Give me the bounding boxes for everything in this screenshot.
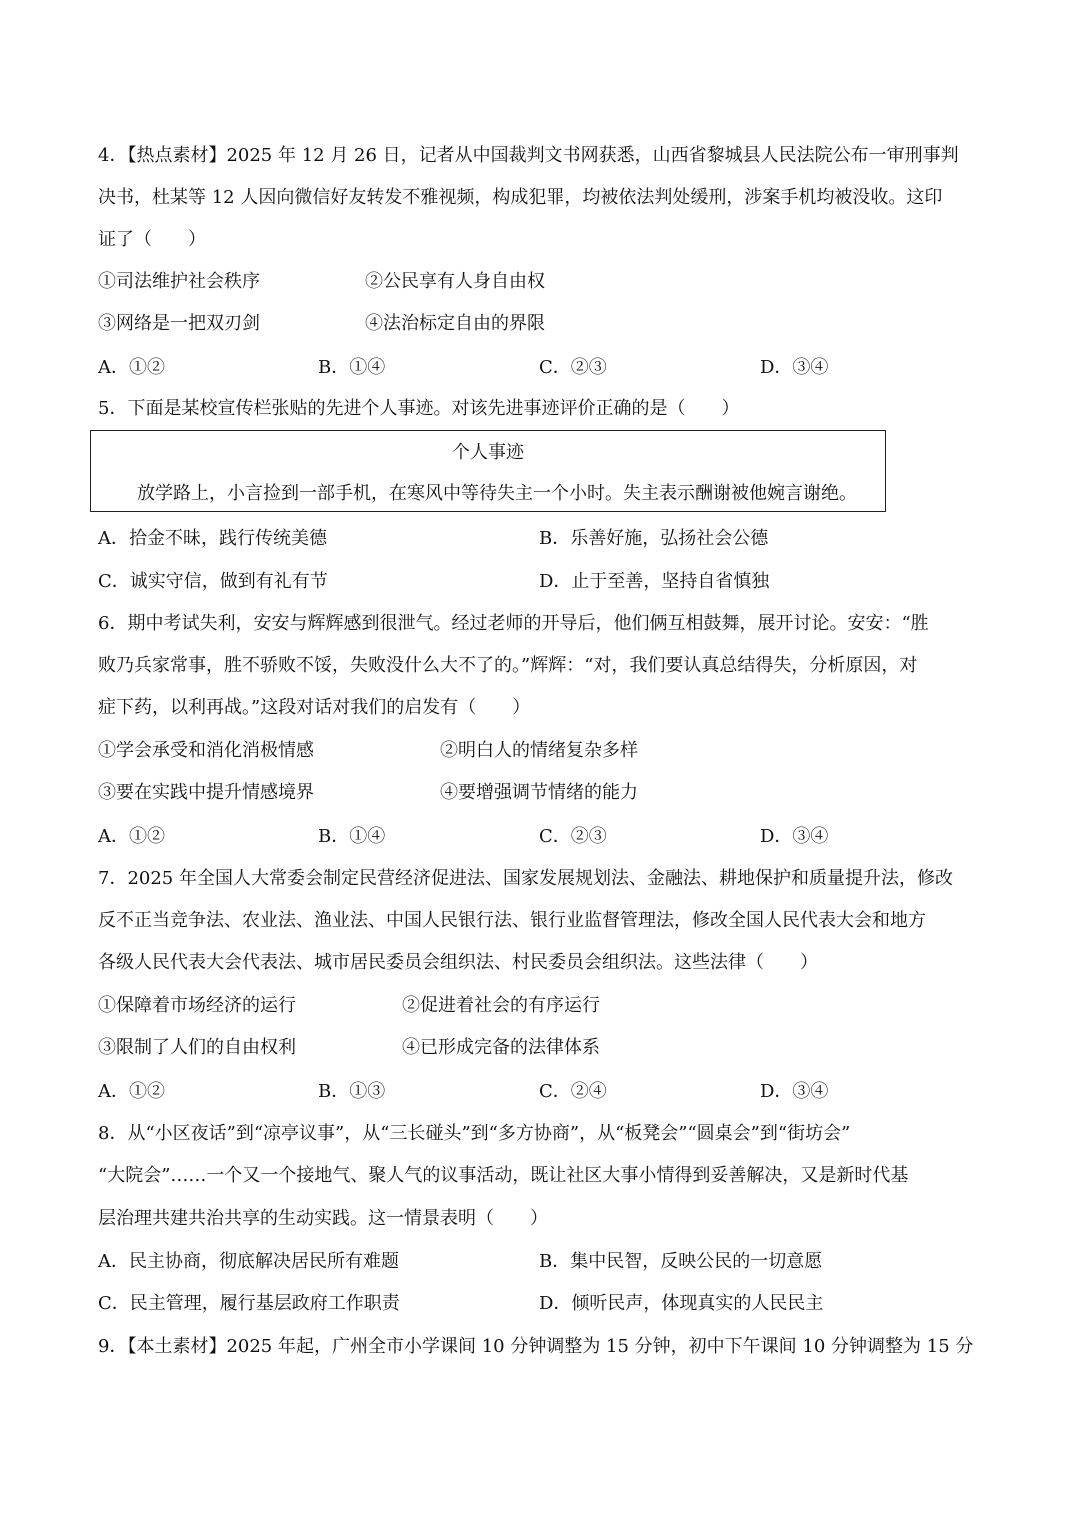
q8-stem-line-2: “大院会”……一个又一个接地气、聚人气的议事活动，既让社区大事小情得到妥善解决，又是新时代基 [98, 1165, 909, 1186]
q7-option-d: D．③④ [760, 1081, 829, 1102]
q6-item-4: ④要增强调节情绪的能力 [440, 782, 638, 803]
q7-option-b: B．①③ [318, 1081, 386, 1102]
q5-option-c: C．诚实守信，做到有礼有节 [98, 571, 328, 592]
q6-stem-line-2: 败乃兵家常事，胜不骄败不馁，失败没什么大不了的。”辉辉：“对，我们要认真总结得失，分析原因，对 [98, 655, 918, 676]
story-box [90, 430, 886, 512]
q7-item-1: ①保障着市场经济的运行 [98, 995, 296, 1016]
q6-stem-line-3: 症下药，以利再战。”这段对话对我们的启发有（ ） [98, 697, 531, 718]
q6-item-2: ②明白人的情绪复杂多样 [440, 740, 638, 761]
q4-option-b: B．①④ [318, 357, 386, 378]
q7-option-a: A．①② [98, 1081, 165, 1102]
q8-option-c: C．民主管理，履行基层政府工作职责 [98, 1293, 400, 1314]
q8-option-a: A．民主协商，彻底解决居民所有难题 [98, 1251, 399, 1272]
q4-item-1: ①司法维护社会秩序 [98, 271, 260, 292]
q8-stem-line-1: 8．从“小区夜话”到“凉亭议事”，从“三长碰头”到“多方协商”，从“板凳会”“圆桌会”到“街坊会” [98, 1123, 851, 1144]
q9-stem-line-1: 9．【本土素材】2025 年起，广州全市小学课间 10 分钟调整为 15 分钟，初中下午课间 10 分钟调整为 15 分 [98, 1336, 974, 1357]
q8-option-b: B．集中民智，反映公民的一切意愿 [539, 1251, 823, 1272]
q7-option-c: C．②④ [539, 1081, 607, 1102]
q4-item-4: ④法治标定自由的界限 [365, 313, 545, 334]
q4-option-d: D．③④ [760, 357, 829, 378]
story-title: 个人事迹 [452, 442, 524, 463]
q6-item-1: ①学会承受和消化消极情感 [98, 740, 314, 761]
q8-option-d: D．倾听民声，体现真实的人民民主 [539, 1293, 824, 1314]
q4-stem-line-2: 决书，杜某等 12 人因向微信好友转发不雅视频，构成犯罪，均被依法判处缓刑，涉案手机均被没收。这印 [98, 187, 943, 208]
q6-option-b: B．①④ [318, 826, 386, 847]
q6-stem-line-1: 6．期中考试失利，安安与辉辉感到很泄气。经过老师的开导后，他们俩互相鼓舞，展开讨论。安安：“胜 [98, 613, 929, 634]
q4-item-3: ③网络是一把双刃剑 [98, 313, 260, 334]
story-text: 放学路上，小言捡到一部手机，在寒风中等待失主一个小时。失主表示酬谢被他婉言谢绝。 [137, 483, 857, 504]
q7-item-4: ④已形成完备的法律体系 [402, 1037, 600, 1058]
q5-option-d: D．止于至善，坚持自省慎独 [539, 571, 770, 592]
q4-option-c: C．②③ [539, 357, 607, 378]
q6-option-a: A．①② [98, 826, 165, 847]
q4-item-2: ②公民享有人身自由权 [365, 271, 545, 292]
q4-option-a: A．①② [98, 357, 165, 378]
q5-option-a: A．拾金不昧，践行传统美德 [98, 528, 327, 549]
q4-stem-line-1: 4．【热点素材】2025 年 12 月 26 日，记者从中国裁判文书网获悉，山西省黎城县人民法院公布一审刑事判 [98, 145, 959, 166]
q6-item-3: ③要在实践中提升情感境界 [98, 782, 314, 803]
q4-stem-line-3: 证了（ ） [98, 229, 206, 250]
q7-stem-line-3: 各级人民代表大会代表法、城市居民委员会组织法、村民委员会组织法。这些法律（ ） [98, 952, 818, 973]
q7-item-2: ②促进着社会的有序运行 [402, 995, 600, 1016]
q5-option-b: B．乐善好施，弘扬社会公德 [539, 528, 769, 549]
q7-item-3: ③限制了人们的自由权利 [98, 1037, 296, 1058]
q8-stem-line-3: 层治理共建共治共享的生动实践。这一情景表明（ ） [98, 1208, 548, 1229]
q7-stem-line-2: 反不正当竞争法、农业法、渔业法、中国人民银行法、银行业监督管理法，修改全国人民代表大会和地方 [98, 910, 926, 931]
q5-stem: 5．下面是某校宣传栏张贴的先进个人事迹。对该先进事迹评价正确的是（ ） [98, 398, 740, 419]
q6-option-c: C．②③ [539, 826, 607, 847]
q7-stem-line-1: 7．2025 年全国人大常委会制定民营经济促进法、国家发展规划法、金融法、耕地保护和质量提升法，修改 [98, 868, 953, 889]
q6-option-d: D．③④ [760, 826, 829, 847]
